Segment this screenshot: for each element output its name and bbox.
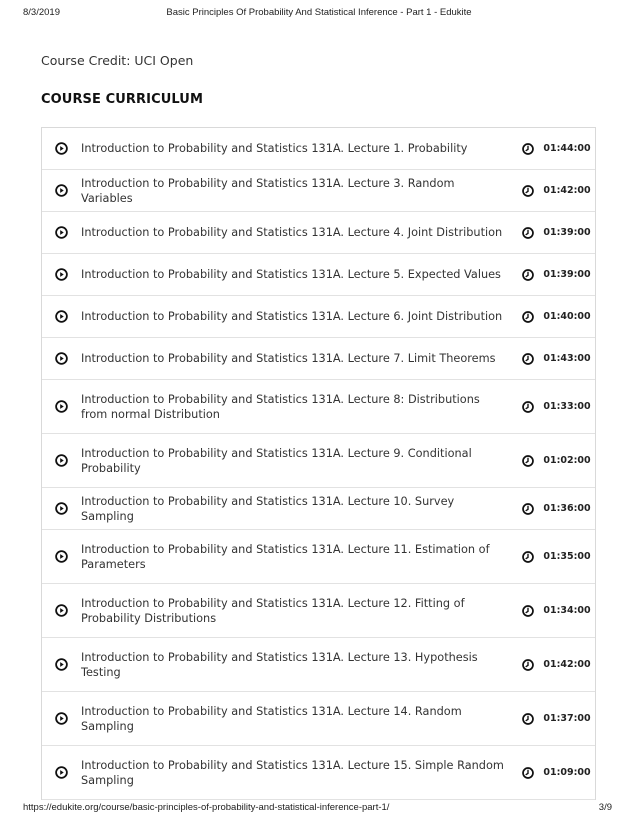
clock-icon — [517, 605, 539, 617]
play-circle-icon[interactable] — [42, 184, 81, 197]
play-circle-icon[interactable] — [42, 550, 81, 563]
lecture-duration: 01:44:00 — [543, 143, 591, 154]
lecture-duration: 01:09:00 — [543, 767, 591, 778]
lecture-duration: 01:37:00 — [543, 713, 591, 724]
lecture-title[interactable]: Introduction to Probability and Statistics 131A. Lecture 13. Hypothesis Testing — [81, 650, 478, 679]
lecture-duration: 01:33:00 — [543, 401, 591, 412]
lecture-duration: 01:42:00 — [543, 185, 591, 196]
clock-icon — [517, 503, 539, 515]
lecture-row[interactable] — [42, 434, 595, 488]
clock-icon — [517, 353, 539, 365]
clock-icon — [517, 269, 539, 281]
page-url: https://edukite.org/course/basic-principles-of-probability-and-statistical-inference-part-1/ — [23, 802, 390, 813]
page-number: 3/9 — [598, 802, 612, 813]
play-circle-icon[interactable] — [42, 352, 81, 365]
clock-icon — [517, 185, 539, 197]
clock-icon — [517, 401, 539, 413]
clock-icon — [517, 311, 539, 323]
lecture-title[interactable]: Introduction to Probability and Statistics 131A. Lecture 6. Joint Distribution — [81, 310, 503, 323]
section-heading: COURSE CURRICULUM — [41, 92, 203, 107]
lecture-row[interactable] — [42, 488, 595, 530]
play-circle-icon[interactable] — [42, 502, 81, 515]
clock-icon — [517, 713, 539, 725]
lecture-duration: 01:39:00 — [543, 227, 591, 238]
lecture-title[interactable]: Introduction to Probability and Statistics 131A. Lecture 1. Probability — [81, 142, 468, 155]
lecture-duration: 01:35:00 — [543, 551, 591, 562]
clock-icon — [517, 551, 539, 563]
lecture-row[interactable] — [42, 212, 595, 254]
lecture-title[interactable]: Introduction to Probability and Statistics 131A. Lecture 10. Survey Sampling — [81, 494, 455, 523]
curriculum-list — [41, 127, 596, 800]
lecture-row[interactable] — [42, 128, 595, 170]
play-circle-icon[interactable] — [42, 268, 81, 281]
lecture-title[interactable]: Introduction to Probability and Statistics 131A. Lecture 7. Limit Theorems — [81, 352, 496, 365]
play-circle-icon[interactable] — [42, 712, 81, 725]
lecture-duration: 01:34:00 — [543, 605, 591, 616]
lecture-duration: 01:02:00 — [543, 455, 591, 466]
lecture-row[interactable] — [42, 530, 595, 584]
lecture-row[interactable] — [42, 254, 595, 296]
lecture-title[interactable]: Introduction to Probability and Statistics 131A. Lecture 14. Random Sampling — [81, 704, 462, 733]
lecture-row[interactable] — [42, 170, 595, 212]
print-date: 8/3/2019 — [23, 7, 60, 18]
lecture-row[interactable] — [42, 692, 595, 746]
lecture-title[interactable]: Introduction to Probability and Statistics 131A. Lecture 3. Random Variables — [81, 176, 455, 205]
play-circle-icon[interactable] — [42, 400, 81, 413]
lecture-duration: 01:40:00 — [543, 311, 591, 322]
play-circle-icon[interactable] — [42, 454, 81, 467]
play-circle-icon[interactable] — [42, 142, 81, 155]
clock-icon — [517, 455, 539, 467]
play-circle-icon[interactable] — [42, 226, 81, 239]
lecture-title[interactable]: Introduction to Probability and Statistics 131A. Lecture 9. Conditional Probability — [81, 446, 472, 475]
lecture-title[interactable]: Introduction to Probability and Statistics 131A. Lecture 5. Expected Values — [81, 268, 501, 281]
lecture-row[interactable] — [42, 296, 595, 338]
lecture-row[interactable] — [42, 746, 595, 800]
clock-icon — [517, 227, 539, 239]
clock-icon — [517, 767, 539, 779]
lecture-row[interactable] — [42, 380, 595, 434]
lecture-duration: 01:36:00 — [543, 503, 591, 514]
lecture-title[interactable]: Introduction to Probability and Statistics 131A. Lecture 12. Fitting of Probability Distributions — [81, 596, 465, 625]
play-circle-icon[interactable] — [42, 604, 81, 617]
clock-icon — [517, 659, 539, 671]
play-circle-icon[interactable] — [42, 310, 81, 323]
lecture-row[interactable] — [42, 638, 595, 692]
lecture-title[interactable]: Introduction to Probability and Statistics 131A. Lecture 4. Joint Distribution — [81, 226, 503, 239]
play-circle-icon[interactable] — [42, 766, 81, 779]
lecture-title[interactable]: Introduction to Probability and Statistics 131A. Lecture 11. Estimation of Parameters — [81, 542, 490, 571]
course-credit: Course Credit: UCI Open — [41, 53, 194, 68]
play-circle-icon[interactable] — [42, 658, 81, 671]
document-title: Basic Principles Of Probability And Statistical Inference - Part 1 - Edukite — [166, 7, 472, 18]
lecture-duration: 01:42:00 — [543, 659, 591, 670]
lecture-row[interactable] — [42, 584, 595, 638]
lecture-row[interactable] — [42, 338, 595, 380]
lecture-title[interactable]: Introduction to Probability and Statistics 131A. Lecture 15. Simple Random Sampling — [81, 758, 504, 787]
print-header — [0, 0, 638, 22]
lecture-duration: 01:43:00 — [543, 353, 591, 364]
print-footer — [0, 802, 638, 820]
clock-icon — [517, 143, 539, 155]
lecture-title[interactable]: Introduction to Probability and Statistics 131A. Lecture 8: Distributions from normal Distribution — [81, 392, 480, 421]
lecture-duration: 01:39:00 — [543, 269, 591, 280]
